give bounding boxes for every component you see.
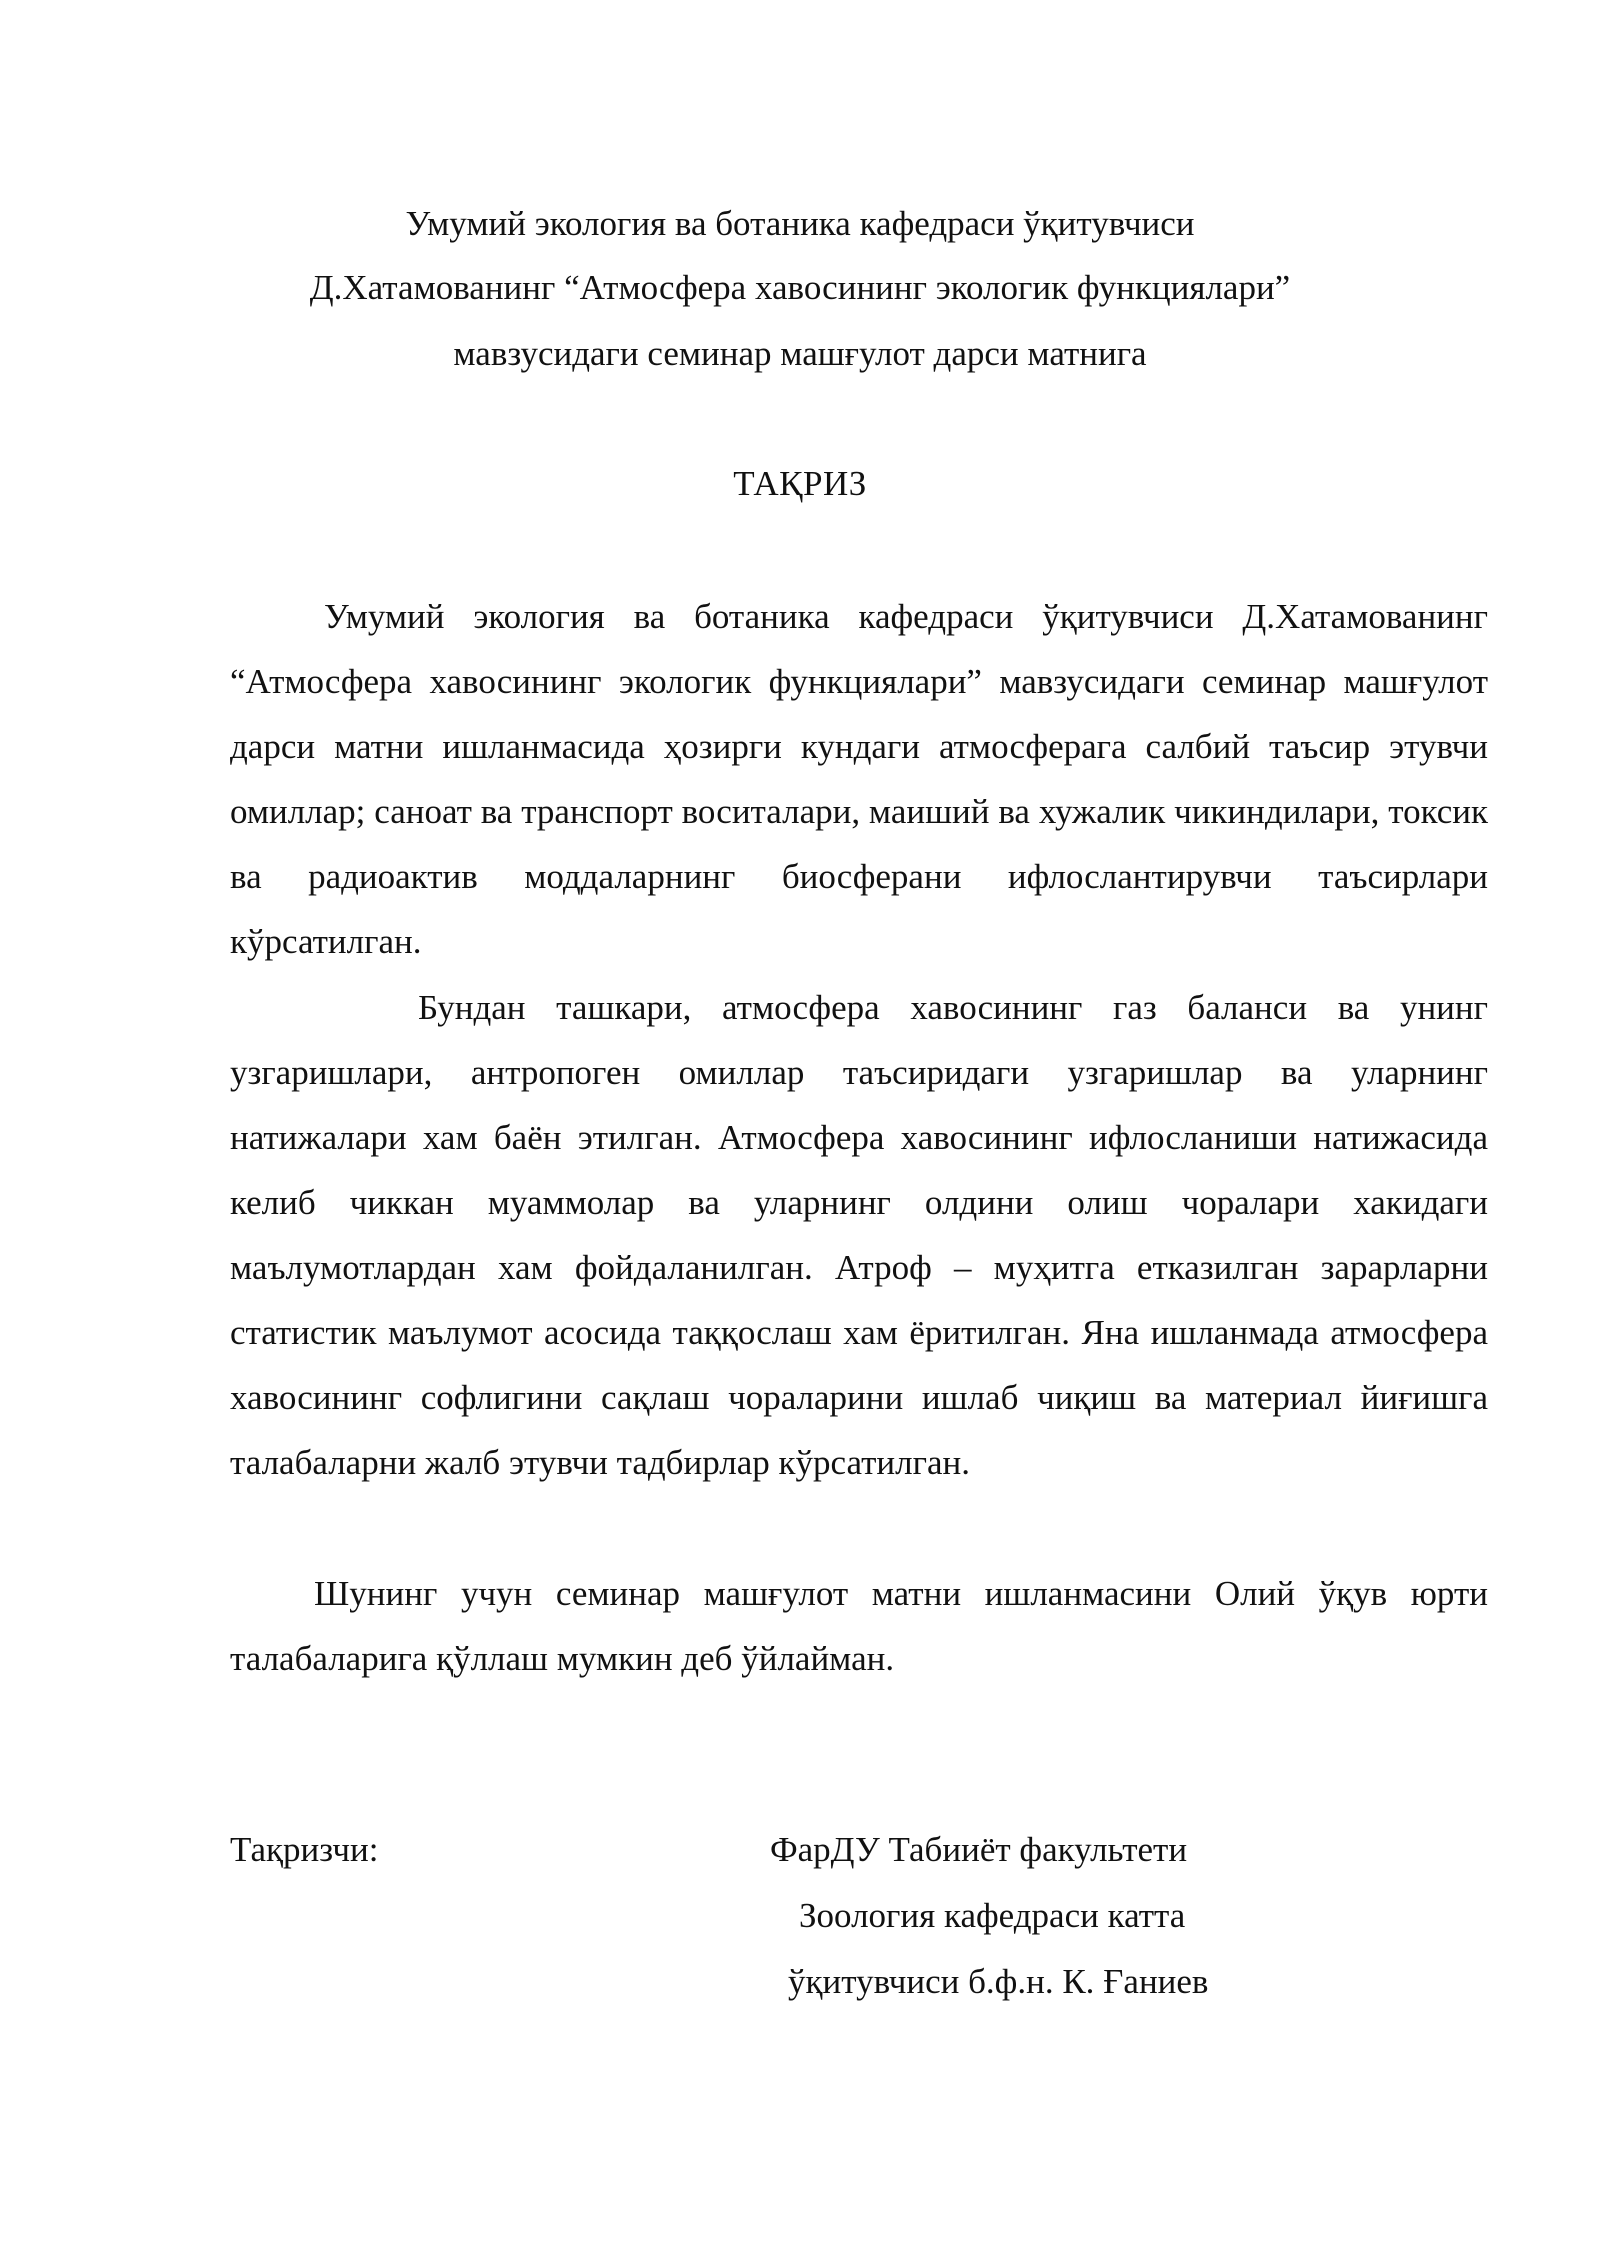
body-paragraph-1: Умумий экология ва ботаника кафедраси ўқитувчиси Д.Хатамованинг “Атмосфера хавосининг экологик функциялари” мавзусидаги семинар машғулот дарси матни ишланмасида ҳозирги кундаги атмосферага салбий таъсир этувчи омиллар; саноат ва транспорт воситалари, маиший ва хужалик чикиндилари, токсик ва радиоактив моддаларнинг биосферани ифлослантирувчи таъсирлари кўрсатилган. (230, 597, 1488, 961)
body-paragraph-2: Бундан ташкари, атмосфера хавосининг газ баланси ва унинг узгаришлари, антропоген омиллар таъсиридаги узгаришлар ва уларнинг натижалари хам баён этилган. Атмосфера хавосининг ифлосланиши натижасида келиб чиккан муаммолар ва уларнинг олдини олиш чоралари хакидаги маълумотлардан хам фойдаланилган. Атроф – муҳитга етказилган зарарларни статистик маълумот асосида таққослаш хам ёритилган. Яна ишланмада атмосфера хавосининг софлигини сақлаш чораларини ишлаб чиқиш ва материал йиғишга талабаларни жалб этувчи тадбирлар кўрсатилган. (230, 988, 1488, 1482)
signature-line-2: Зоология кафедраси катта (799, 1896, 1186, 1935)
header-line-2: Д.Хатамованинг “Атмосфера хавосининг экологик функциялари” (309, 268, 1291, 307)
signature-line-1: ФарДУ Табииёт факультети (770, 1830, 1188, 1869)
header-line-1: Умумий экология ва ботаника кафедраси ўқитувчиси (405, 204, 1195, 243)
body-paragraph-3: Шунинг учун семинар машғулот матни ишланмасини Олий ўқув юрти талабаларига қўллаш мумкин деб ўйлайман. (230, 1574, 1488, 1678)
signature-line-3: ўқитувчиси б.ф.н. К. Ғаниев (788, 1962, 1209, 2001)
reviewer-label: Тақризчи: (230, 1830, 379, 1869)
header-line-3: мавзусидаги семинар машғулот дарси матнига (453, 334, 1147, 373)
document-title: ТАҚРИЗ (733, 464, 867, 503)
